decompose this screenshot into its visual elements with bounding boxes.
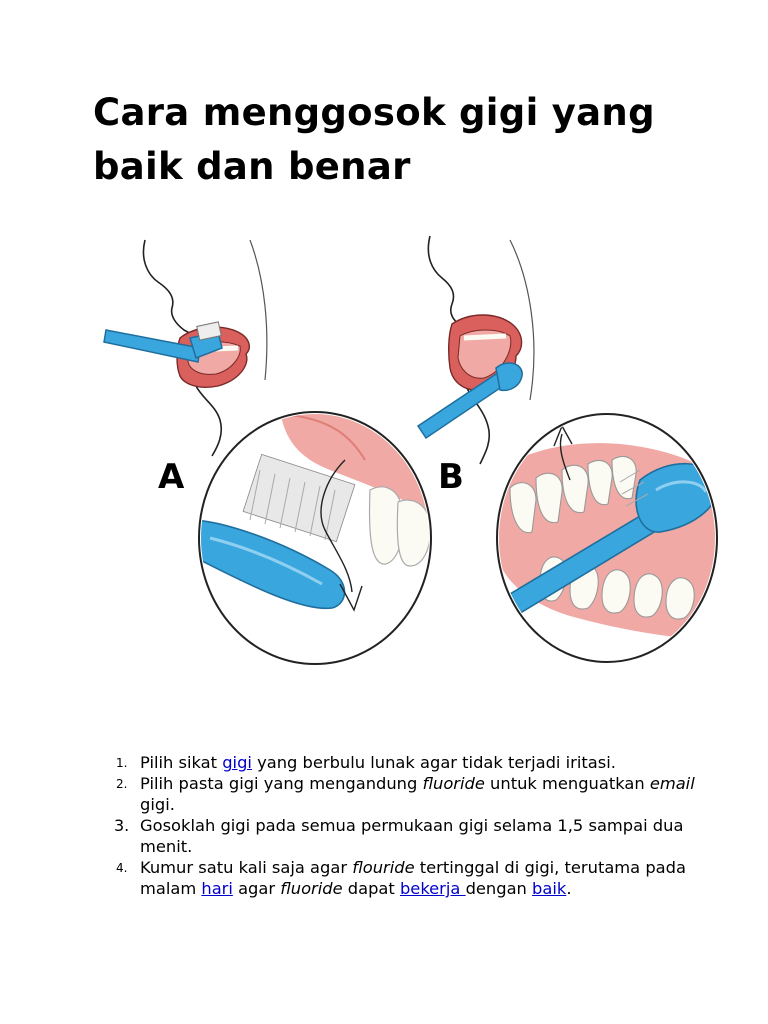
list-item-number: 1. [116,756,128,770]
list-item [94,752,714,773]
figure-label-b: B [438,457,464,497]
list-item-text: Pilih pasta gigi yang mengandung fluoride untuk menguatkan email gigi. [140,774,695,814]
zoom-circle-a [190,406,450,664]
teeth-b [464,336,506,338]
link-gigi[interactable]: gigi [222,753,252,772]
link-baik[interactable]: baik [532,879,567,898]
list-item-number: 3. [114,816,130,835]
list-item [94,773,714,815]
brushing-steps-list [94,752,714,899]
document-title: Cara menggosok gigi yang baik dan benar [93,91,655,188]
brushing-illustration [100,220,720,670]
list-item-number: 4. [116,861,128,875]
jaw-line-a [250,240,267,380]
list-item-number: 2. [116,777,128,791]
figure-label-a: A [158,457,185,497]
link-hari[interactable]: hari [201,879,233,898]
list-item-text: Pilih sikat gigi yang berbulu lunak agar tidak terjadi iritasi. [140,753,616,772]
link-bekerja[interactable]: bekerja [399,879,466,898]
zoom-circle-b [496,414,720,662]
list-item [94,815,714,857]
list-item-text: Gosoklah gigi pada semua permukaan gigi selama 1,5 sampai dua menit. [140,816,684,856]
list-item-text: Kumur satu kali saja agar flouride tertinggal di gigi, terutama pada malam hari agar fluoride dapat bekerja dengan baik. [140,858,686,898]
brushing-illustration-svg [100,220,720,670]
list-item [94,857,714,899]
